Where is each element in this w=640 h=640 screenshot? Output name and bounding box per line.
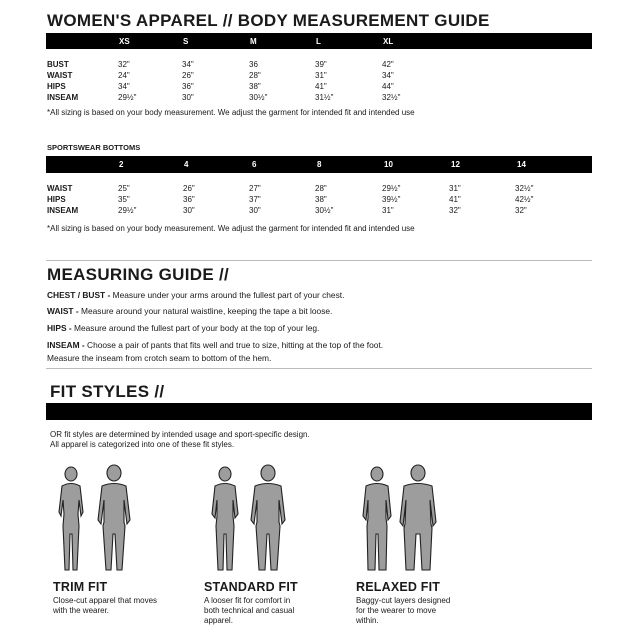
- size-header-cell: S: [183, 37, 189, 46]
- relaxed-fit-figures: [352, 462, 452, 574]
- measuring-item: [47, 322, 407, 335]
- measuring-term: INSEAM -: [47, 340, 85, 350]
- section-divider: [46, 260, 592, 261]
- table-cell: 28": [315, 184, 327, 193]
- apparel-size-header: [46, 33, 592, 49]
- table-cell: 29½": [118, 93, 137, 102]
- measuring-term: WAIST -: [47, 306, 79, 316]
- row-label: INSEAM: [47, 206, 79, 215]
- apparel-title: WOMEN'S APPAREL // BODY MEASUREMENT GUIDE: [47, 11, 490, 30]
- row-label: INSEAM: [47, 93, 79, 102]
- male-figure-icon: [400, 465, 436, 570]
- size-header-cell: 10: [384, 160, 393, 169]
- table-cell: 37": [249, 195, 261, 204]
- fit-styles-bar: [46, 403, 592, 420]
- table-cell: 36: [249, 60, 258, 69]
- table-cell: 24": [118, 71, 130, 80]
- size-header-cell: XS: [119, 37, 130, 46]
- table-cell: 30½": [315, 206, 334, 215]
- standard-fit-figures: [200, 462, 300, 574]
- table-cell: 30": [183, 206, 195, 215]
- bottoms-title: SPORTSWEAR BOTTOMS: [47, 143, 141, 152]
- fit-style-desc: Baggy-cut layers designed for the wearer to move within.: [356, 596, 451, 625]
- row-label: BUST: [47, 60, 69, 69]
- measuring-term: CHEST / BUST -: [47, 290, 111, 300]
- table-cell: 32": [449, 206, 461, 215]
- table-cell: 41": [449, 195, 461, 204]
- size-header-cell: 2: [119, 160, 124, 169]
- table-cell: 29½": [382, 184, 401, 193]
- size-header-cell: 6: [252, 160, 257, 169]
- table-cell: 31": [315, 71, 327, 80]
- table-cell: 44": [382, 82, 394, 91]
- male-figure-icon: [98, 465, 130, 570]
- table-cell: 39": [315, 60, 327, 69]
- fit-styles-title: FIT STYLES //: [50, 382, 165, 401]
- table-cell: 27": [249, 184, 261, 193]
- table-cell: 32": [515, 206, 527, 215]
- table-cell: 34": [118, 82, 130, 91]
- table-cell: 30": [249, 206, 261, 215]
- measuring-text: Measure under your arms around the fullest part of your chest.: [110, 290, 345, 300]
- measuring-term: HIPS -: [47, 323, 72, 333]
- table-cell: 34": [382, 71, 394, 80]
- fit-style-name: TRIM FIT: [53, 580, 108, 594]
- measuring-item: [47, 305, 407, 318]
- table-cell: 42": [382, 60, 394, 69]
- table-cell: 41": [315, 82, 327, 91]
- table-cell: 29½": [118, 206, 137, 215]
- fit-style-name: STANDARD FIT: [204, 580, 298, 594]
- size-header-cell: 14: [517, 160, 526, 169]
- male-figure-icon: [251, 465, 285, 570]
- row-label: HIPS: [47, 82, 66, 91]
- fit-style-name: RELAXED FIT: [356, 580, 441, 594]
- table-cell: 31": [382, 206, 394, 215]
- table-cell: 36": [183, 195, 195, 204]
- table-cell: 25": [118, 184, 130, 193]
- table-cell: 28": [249, 71, 261, 80]
- size-header-cell: M: [250, 37, 257, 46]
- table-cell: 35": [118, 195, 130, 204]
- table-cell: 36": [182, 82, 194, 91]
- measuring-item: [47, 289, 407, 302]
- fit-style-desc: A looser fit for comfort in both technical and casual apparel.: [204, 596, 295, 625]
- fit-style-desc: Close-cut apparel that moves with the wearer.: [53, 596, 158, 615]
- fit-intro-line: All apparel is categorized into one of these fit styles.: [50, 440, 235, 449]
- size-header-cell: 8: [317, 160, 322, 169]
- size-header-cell: 12: [451, 160, 460, 169]
- table-cell: 32": [118, 60, 130, 69]
- female-figure-icon: [59, 467, 83, 570]
- table-cell: 32½": [515, 184, 534, 193]
- bottoms-size-header: [46, 156, 592, 173]
- measuring-guide-title: MEASURING GUIDE //: [47, 265, 230, 284]
- table-cell: 30": [182, 93, 194, 102]
- female-figure-icon: [212, 467, 238, 570]
- size-header-cell: 4: [184, 160, 189, 169]
- size-header-cell: XL: [383, 37, 394, 46]
- row-label: WAIST: [47, 184, 73, 193]
- table-cell: 38": [249, 82, 261, 91]
- table-cell: 42½": [515, 195, 534, 204]
- table-cell: 34": [182, 60, 194, 69]
- female-figure-icon: [363, 467, 391, 570]
- measuring-text: Choose a pair of pants that fits well and true to size, hitting at the top of the foot. Measure the inseam from crotch seam to bottom of the hem.: [47, 340, 384, 363]
- table-cell: 32½": [382, 93, 401, 102]
- size-header-cell: L: [316, 37, 321, 46]
- bottoms-sizing-note: *All sizing is based on your body measurement. We adjust the garment for intended fit and intended use: [47, 224, 415, 233]
- row-label: HIPS: [47, 195, 66, 204]
- fit-intro-line: OR fit styles are determined by intended usage and sport-specific design.: [50, 430, 310, 439]
- table-cell: 26": [182, 71, 194, 80]
- apparel-sizing-note: *All sizing is based on your body measurement. We adjust the garment for intended fit and intended use: [47, 108, 415, 117]
- table-cell: 31": [449, 184, 461, 193]
- table-cell: 38": [315, 195, 327, 204]
- trim-fit-figures: [46, 462, 146, 574]
- table-cell: 39½": [382, 195, 401, 204]
- measuring-text: Measure around the fullest part of your body at the top of your leg.: [71, 323, 320, 333]
- row-label: WAIST: [47, 71, 73, 80]
- measuring-item: [47, 339, 409, 364]
- measuring-text: Measure around your natural waistline, keeping the tape a bit loose.: [78, 306, 333, 316]
- table-cell: 30½": [249, 93, 268, 102]
- section-divider: [46, 368, 592, 369]
- table-cell: 26": [183, 184, 195, 193]
- table-cell: 31½": [315, 93, 334, 102]
